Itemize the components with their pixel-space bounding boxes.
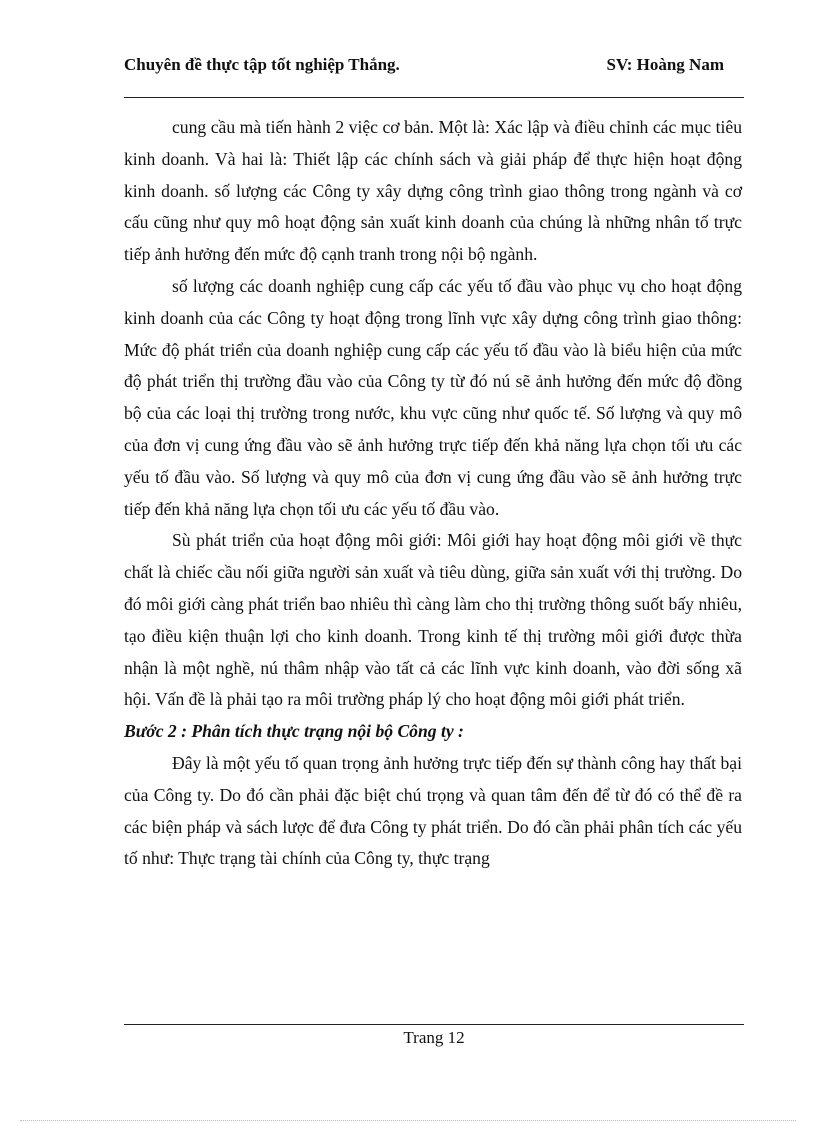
body-paragraph: Sù phát triển của hoạt động môi giới: Môi giới hay hoạt động môi giới về thực chất là chiếc cầu nối giữa người sản xuất và tiêu dùng, giữa sản xuất với thị trường. Do đó môi giới càng phát triển bao nhiêu thì càng làm cho thị trường thông suốt bấy nhiêu, tạo điều kiện thuận lợi cho kinh doanh. Trong kinh tế thị trường môi giới được thừa nhận là một nghề, nú thâm nhập vào tất cả các lĩnh vực kinh doanh, vào đời sống xã hội. Vấn đề là phải tạo ra môi trường pháp lý cho hoạt động môi giới phát triển. [124, 530, 742, 710]
body-paragraph: Đây là một yếu tố quan trọng ảnh hưởng trực tiếp đến sự thành công hay thất bại của Công ty. Do đó cần phải đặc biệt chú trọng và quan tâm đến để từ đó có thể đề ra các biện pháp và sách lược để đưa Công ty phát triển. Do đó cần phải phân tích các yếu tố như: Thực trạng tài chính của Công ty, thực trạng [124, 752, 742, 869]
header-student-name: SV: Hoàng Nam [606, 55, 724, 74]
page-header [124, 54, 744, 76]
header-document-title: Chuyên đề thực tập tốt nghiệp Thắng. [124, 55, 400, 74]
page-bottom-edge [20, 1120, 796, 1121]
page-number: Trang 12 [403, 1028, 465, 1047]
body-paragraph: cung cầu mà tiến hành 2 việc cơ bản. Một là: Xác lập và điều chỉnh các mục tiêu kinh doanh. Và hai là: Thiết lập các chính sách và giải pháp để thực hiện hoạt động kinh doanh. số lượng các Công ty xây dựng công trình giao thông trong ngành và cơ cấu cũng như quy mô hoạt động sản xuất kinh doanh của chúng là những nhân tố trực tiếp ảnh hưởng đến mức độ cạnh tranh trong nội bộ ngành. [124, 117, 742, 265]
footer-divider [124, 1024, 744, 1025]
body-paragraph: số lượng các doanh nghiệp cung cấp các yếu tố đầu vào phục vụ cho hoạt động kinh doanh của các Công ty hoạt động trong lĩnh vực xây dựng công trình giao thông: Mức độ phát triển của doanh nghiệp cung cấp các yếu tố đầu vào là biểu hiện của mức độ phát triển thị trường đầu vào của Công ty từ đó nú sẽ ảnh hưởng đến mức độ đồng bộ của các loại thị trường trong nước, khu vực cũng như quốc tế. Số lượng và quy mô của đơn vị cung ứng đầu vào sẽ ảnh hưởng trực tiếp đến khả năng lựa chọn tối ưu các yếu tố đầu vào. Số lượng và quy mô của đơn vị cung ứng đầu vào sẽ ảnh hưởng trực tiếp đến khả năng lựa chọn tối ưu các yếu tố đầu vào. [124, 275, 742, 519]
header-divider [124, 97, 744, 98]
page-body [124, 112, 742, 875]
section-subheading: Bước 2 : Phân tích thực trạng nội bộ Công ty : [124, 721, 464, 742]
